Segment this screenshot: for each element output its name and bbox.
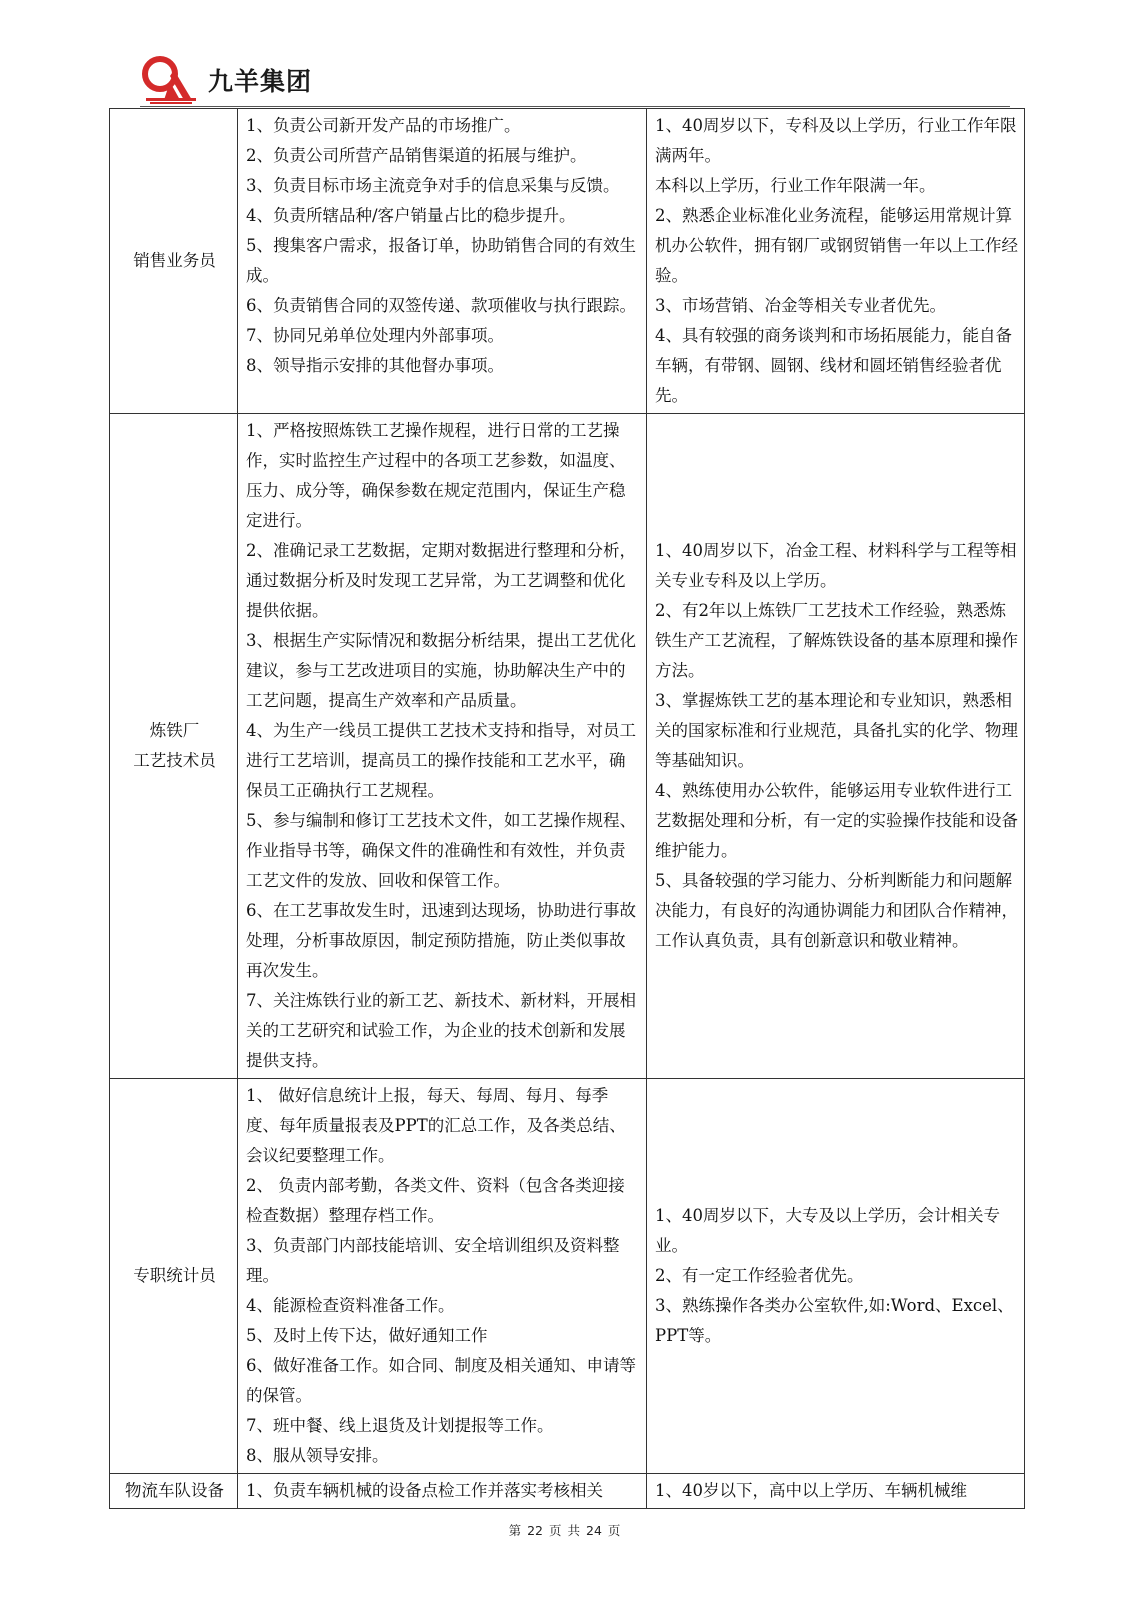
page-number: 22: [527, 1523, 543, 1538]
duty-item: 2、负责公司所营产品销售渠道的拓展与维护。: [246, 146, 587, 165]
requirements-cell: [647, 109, 1025, 414]
duty-item: 6、做好准备工作。如合同、制度及相关通知、申请等的保管。: [246, 1356, 636, 1405]
duty-item: 3、负责部门内部技能培训、安全培训组织及资料整理。: [246, 1236, 620, 1285]
requirement-item: 3、市场营销、冶金等相关专业者优先。: [655, 296, 946, 315]
job-title: 物流车队设备: [125, 1481, 224, 1500]
footer-page-word: 页: [548, 1523, 562, 1538]
duty-item: 1、严格按照炼铁工艺操作规程，进行日常的工艺操作，实时监控生产过程中的各项工艺参数，如温度、压力、成分等，确保参数在规定范围内，保证生产稳定进行。: [246, 421, 626, 530]
job-table: [109, 108, 1025, 1509]
requirement-item: 1、40周岁以下，冶金工程、材料科学与工程等相关专业专科及以上学历。: [655, 541, 1017, 590]
duty-item: 8、服从领导安排。: [246, 1446, 389, 1465]
total-pages: 24: [586, 1523, 602, 1538]
duty-item: 5、及时上传下达，做好通知工作: [246, 1326, 488, 1345]
job-title: 工艺技术员: [133, 751, 216, 770]
duty-item: 6、在工艺事故发生时，迅速到达现场，协助进行事故处理，分析事故原因，制定预防措施，防止类似事故再次发生。: [246, 901, 636, 980]
duty-item: 2、 负责内部考勤，各类文件、资料（包含各类迎接检查数据）整理存档工作。: [246, 1176, 625, 1225]
requirement-item: 4、熟练使用办公软件，能够运用专业软件进行工艺数据处理和分析，有一定的实验操作技能和设备维护能力。: [655, 781, 1018, 860]
duty-item: 4、为生产一线员工提供工艺技术支持和指导，对员工进行工艺培训，提高员工的操作技能和工艺水平，确保员工正确执行工艺规程。: [246, 721, 636, 800]
duty-item: 6、负责销售合同的双签传递、款项催收与执行跟踪。: [246, 296, 636, 315]
job-title: 销售业务员: [133, 251, 216, 270]
requirement-item: 5、具备较强的学习能力、分析判断能力和问题解决能力，有良好的沟通协调能力和团队合作精神，工作认真负责，具有创新意识和敬业精神。: [655, 871, 1018, 950]
requirement-item: 2、熟悉企业标准化业务流程，能够运用常规计算机办公软件，拥有钢厂或钢贸销售一年以上工作经验。: [655, 206, 1018, 285]
jiuyang-logo-icon: [140, 52, 202, 106]
job-title: 专职统计员: [133, 1266, 216, 1285]
duties-cell: [238, 414, 647, 1079]
duty-item: 4、负责所辖品种/客户销量占比的稳步提升。: [246, 206, 576, 225]
footer-prefix: 第: [508, 1523, 522, 1538]
requirement-item: 2、有一定工作经验者优先。: [655, 1266, 864, 1285]
requirement-item: 本科以上学历，行业工作年限满一年。: [655, 176, 936, 195]
requirement-item: 1、40岁以下，高中以上学历、车辆机械维: [655, 1481, 967, 1500]
duty-item: 7、班中餐、线上退货及计划提报等工作。: [246, 1416, 554, 1435]
requirement-item: 4、具有较强的商务谈判和市场拓展能力，能自备车辆，有带钢、圆钢、线材和圆坯销售经验者优先。: [655, 326, 1012, 405]
duty-item: 8、领导指示安排的其他督办事项。: [246, 356, 504, 375]
footer-total-word: 共: [567, 1523, 581, 1538]
duty-item: 7、关注炼铁行业的新工艺、新技术、新材料，开展相关的工艺研究和试验工作，为企业的技术创新和发展提供支持。: [246, 991, 636, 1070]
duty-item: 3、根据生产实际情况和数据分析结果，提出工艺优化建议，参与工艺改进项目的实施，协助解决生产中的工艺问题，提高生产效率和产品质量。: [246, 631, 636, 710]
table-row: [110, 109, 1025, 414]
table-row: [110, 414, 1025, 1079]
duty-item: 1、 做好信息统计上报，每天、每周、每月、每季度、每年质量报表及PPT的汇总工作，及各类总结、会议纪要整理工作。: [246, 1086, 626, 1165]
duty-item: 7、协同兄弟单位处理内外部事项。: [246, 326, 504, 345]
requirement-item: 3、熟练操作各类办公室软件,如:Word、Excel、PPT等。: [655, 1296, 1014, 1345]
duty-item: 3、负责目标市场主流竞争对手的信息采集与反馈。: [246, 176, 620, 195]
duty-item: 2、准确记录工艺数据，定期对数据进行整理和分析，通过数据分析及时发现工艺异常，为工艺调整和优化提供依据。: [246, 541, 636, 620]
job-title-cell: [110, 1079, 238, 1474]
job-title: 炼铁厂: [149, 721, 200, 740]
job-title-cell: [110, 414, 238, 1079]
duties-cell: [238, 1079, 647, 1474]
table-row: [110, 1474, 1025, 1509]
duty-item: 1、负责公司新开发产品的市场推广。: [246, 116, 521, 135]
requirements-cell: [647, 1474, 1025, 1509]
header-divider: [140, 106, 1010, 107]
requirement-item: 3、掌握炼铁工艺的基本理论和专业知识，熟悉相关的国家标准和行业规范，具备扎实的化学、物理等基础知识。: [655, 691, 1018, 770]
duty-item: 4、能源检查资料准备工作。: [246, 1296, 455, 1315]
requirement-item: 1、40周岁以下，大专及以上学历，会计相关专业。: [655, 1206, 1000, 1255]
page-header: [140, 52, 1010, 108]
job-title-cell: [110, 1474, 238, 1509]
requirements-cell: [647, 414, 1025, 1079]
company-name: 九羊集团: [208, 67, 313, 96]
duty-item: 5、搜集客户需求，报备订单，协助销售合同的有效生成。: [246, 236, 636, 285]
requirement-item: 1、40周岁以下，专科及以上学历，行业工作年限满两年。: [655, 116, 1017, 165]
duty-item: 5、参与编制和修订工艺技术文件，如工艺操作规程、作业指导书等，确保文件的准确性和有效性，并负责工艺文件的发放、回收和保管工作。: [246, 811, 636, 890]
duties-cell: [238, 109, 647, 414]
job-title-cell: [110, 109, 238, 414]
table-row: [110, 1079, 1025, 1474]
duty-item: 1、负责车辆机械的设备点检工作并落实考核相关: [246, 1481, 603, 1500]
page-footer: [0, 1521, 1129, 1539]
requirements-cell: [647, 1079, 1025, 1474]
footer-suffix: 页: [607, 1523, 621, 1538]
requirement-item: 2、有2年以上炼铁厂工艺技术工作经验，熟悉炼铁生产工艺流程，了解炼铁设备的基本原理和操作方法。: [655, 601, 1018, 680]
duties-cell: [238, 1474, 647, 1509]
